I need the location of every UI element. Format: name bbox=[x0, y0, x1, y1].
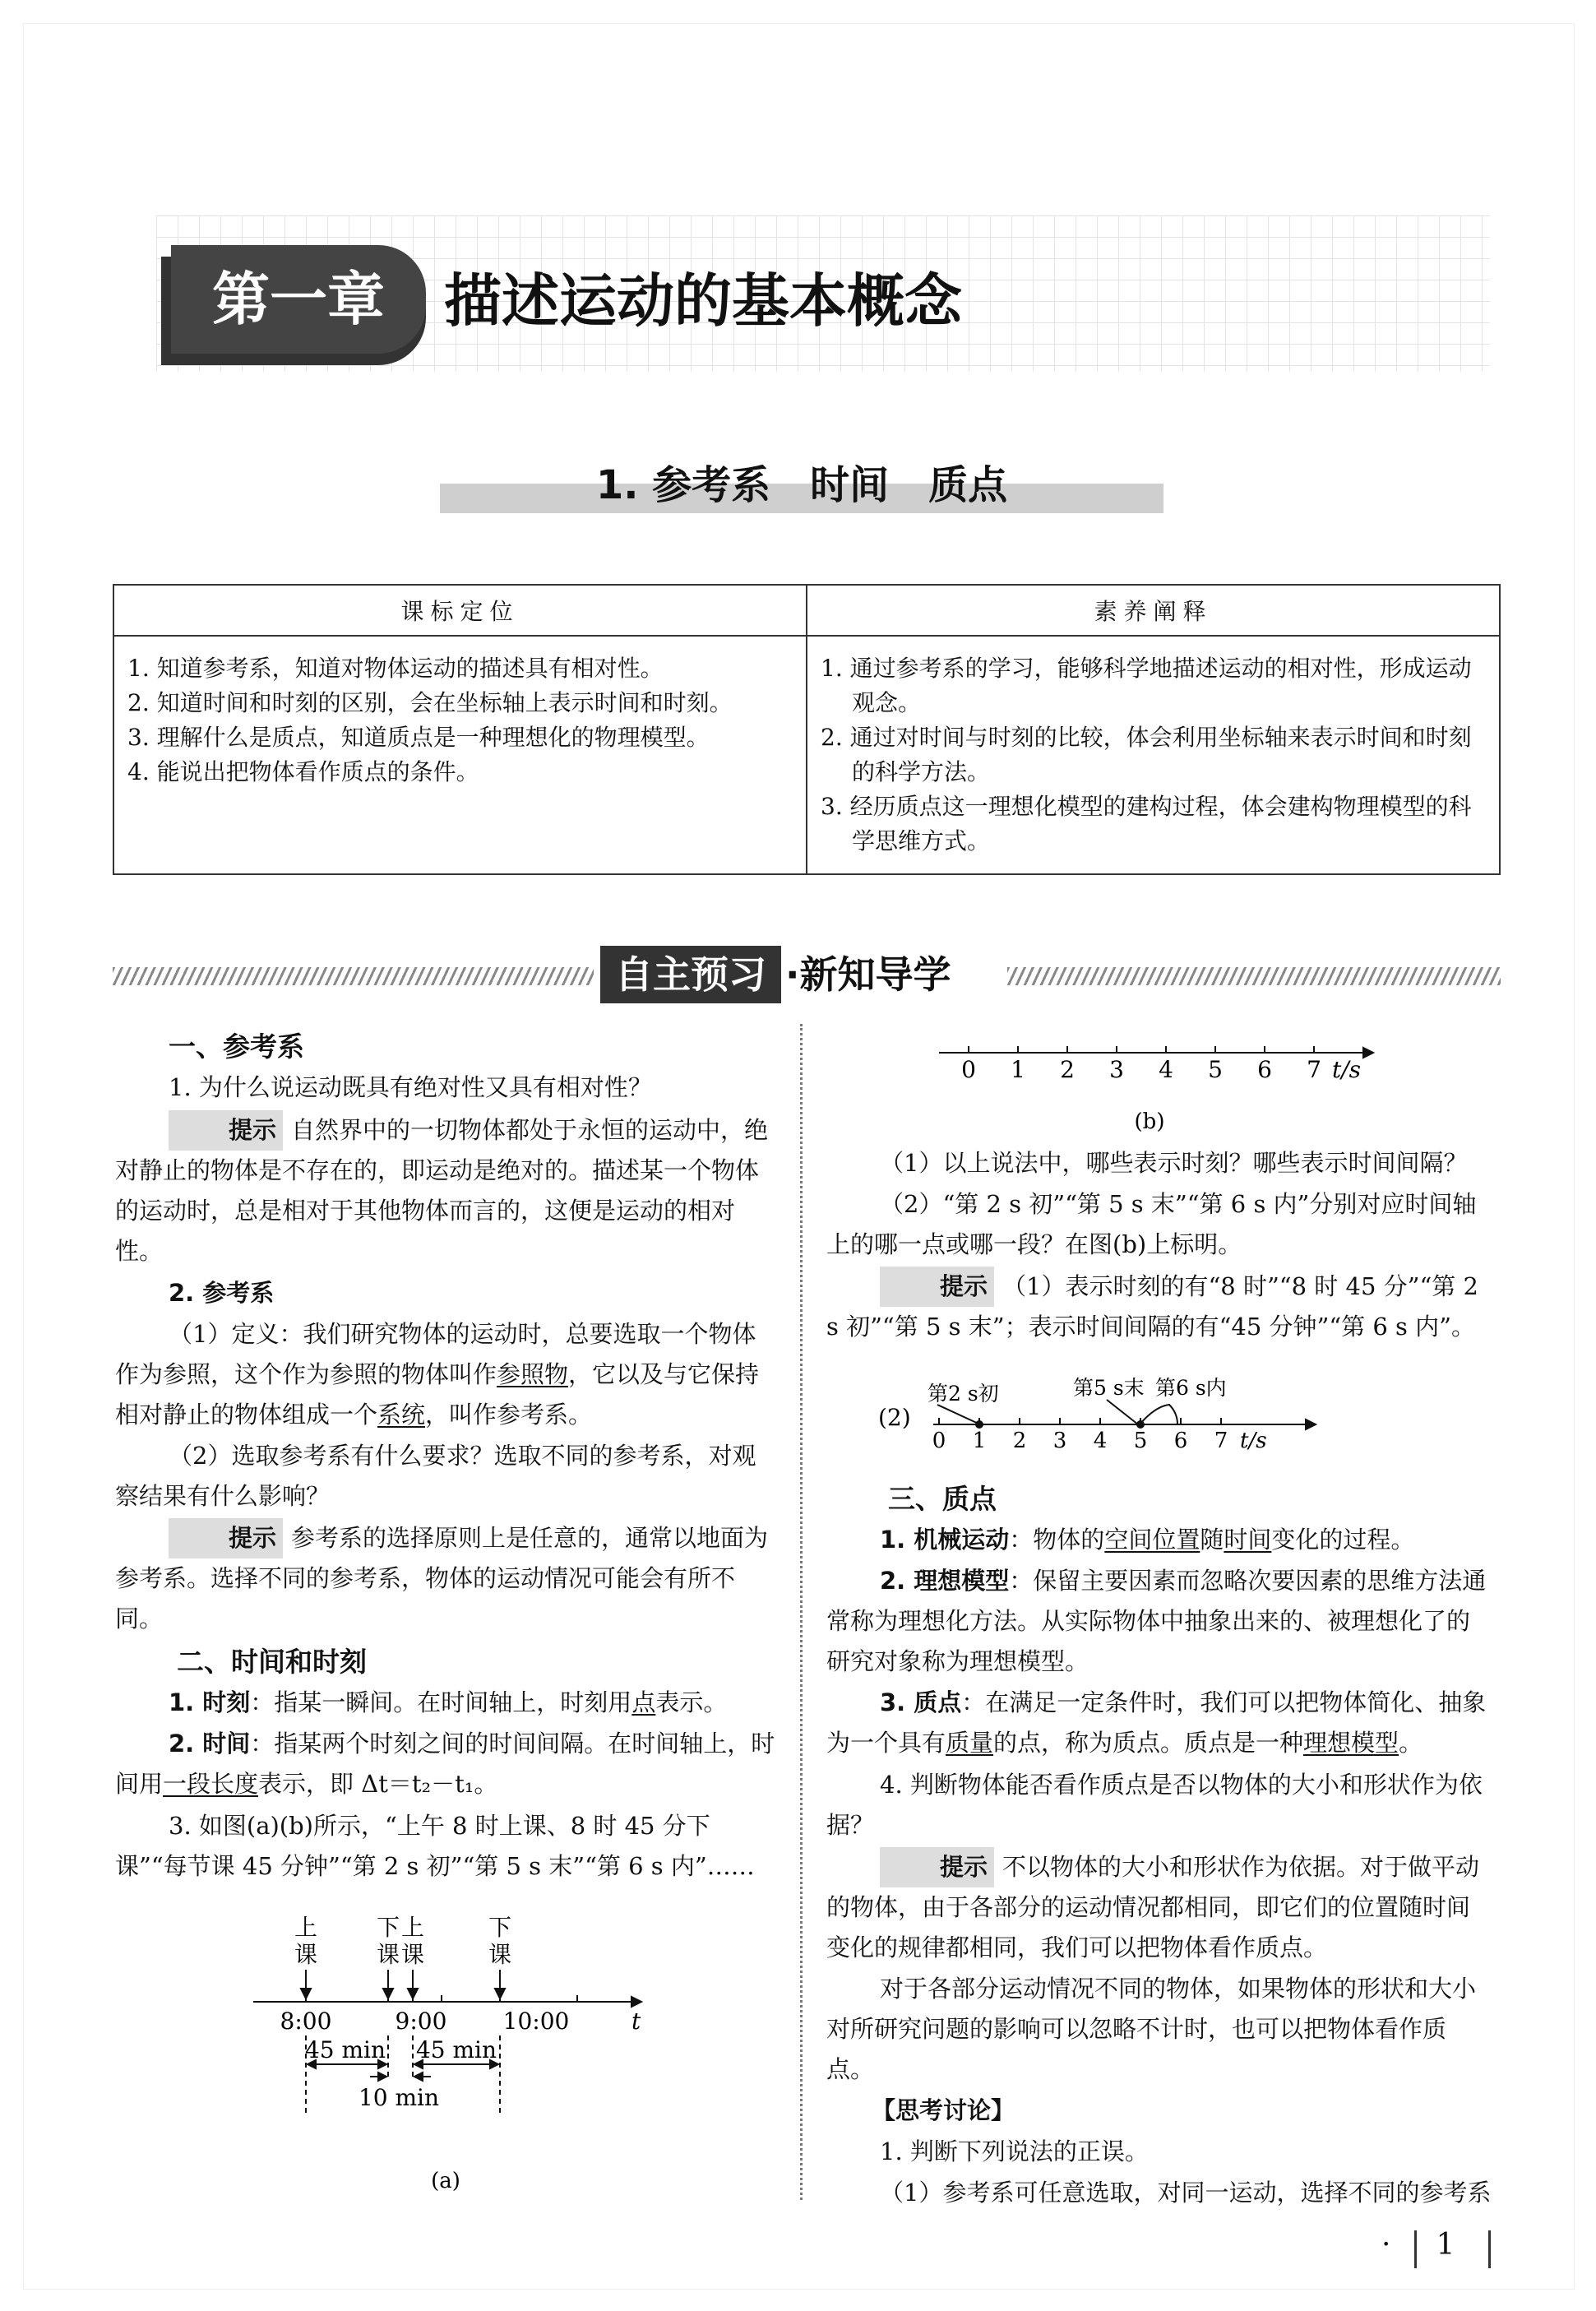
table-header-left: 课标定位 bbox=[113, 585, 807, 636]
definition-underline-1: 参照物 bbox=[497, 1360, 569, 1388]
fig-hint-tick: 4 bbox=[1093, 1429, 1108, 1453]
mechanical-motion-label: 1. 机械运动 bbox=[880, 1526, 1010, 1554]
fig-hint-tick: 3 bbox=[1052, 1429, 1067, 1453]
fig-hint-label-2: 第5 s末 bbox=[1073, 1376, 1145, 1400]
interval-text-a: ：指某两个时刻之间的时间间隔。在时间轴上，时间用 bbox=[115, 1730, 775, 1798]
fig-a-tick: 10:00 bbox=[502, 2008, 570, 2035]
ideal-model-text: ：保留主要因素而忽略次要因素的思维方法通常称为理想化方法。从实际物体中抽象出来的、被理想化了的研究对象称为理想模型。 bbox=[826, 1567, 1487, 1675]
interval-text-b: 表示，即 Δt＝t₂－t₁。 bbox=[258, 1770, 498, 1798]
fig-a-label: 课 bbox=[488, 1941, 512, 1968]
mechanical-motion-text-a: ：物体的 bbox=[1009, 1526, 1105, 1554]
fig-a-caption: (a) bbox=[431, 2169, 460, 2193]
fig-hint-tick: 7 bbox=[1214, 1429, 1228, 1453]
banner-right-text: ·新知导学 bbox=[785, 952, 951, 997]
table-cell-right bbox=[807, 636, 1500, 874]
moment-paragraph bbox=[169, 1683, 727, 1723]
fig-b-tick: 5 bbox=[1208, 1056, 1223, 1083]
discussion-item-2: （1）参考系可任意选取，对同一运动，选择不同的参考系 bbox=[880, 2179, 1492, 2207]
fig-a-tick: 9:00 bbox=[395, 2008, 447, 2035]
fig-hint-tick: 6 bbox=[1173, 1429, 1188, 1453]
fig-b-caption: (b) bbox=[1134, 1109, 1165, 1134]
discussion-heading: 【思考讨论】 bbox=[872, 2096, 1015, 2124]
figure-b bbox=[929, 1038, 1390, 1145]
fig-hint-tick: 5 bbox=[1133, 1429, 1148, 1453]
heading-particle: 三、质点 bbox=[888, 1483, 997, 1515]
fig-hint-label-1: 第2 s初 bbox=[928, 1382, 999, 1406]
fig-hint-prefix: (2) bbox=[878, 1404, 911, 1431]
hint-1-paragraph bbox=[115, 1110, 777, 1271]
hint-4: 不以物体的大小和形状作为依据。对于做平动的物体，由于各部分的运动情况都相同，即它们的位置随时间变化的规律都相同，我们可以把物体看作质点。 bbox=[826, 1853, 1480, 1961]
definition-text-a: （1）定义：我们研究物体的运动时，总要选取一个物体作为参照，这个作为参照的物体叫作 bbox=[115, 1320, 756, 1388]
page-number: 1 bbox=[1436, 2228, 1455, 2262]
mechanical-motion-underline-1: 空间位置 bbox=[1104, 1526, 1200, 1554]
question-3-1: （1）以上说法中，哪些表示时刻？哪些表示时间间隔？ bbox=[880, 1149, 1468, 1177]
table-item: 4. 能说出把物体看作质点的条件。 bbox=[127, 758, 479, 785]
chapter-title: 描述运动的基本概念 bbox=[444, 267, 962, 335]
standards-table bbox=[113, 584, 1501, 875]
hint-2-paragraph bbox=[115, 1518, 777, 1639]
fig-a-axis-label: t bbox=[631, 2008, 641, 2035]
fig-hint-tick: 0 bbox=[932, 1429, 946, 1453]
hint-label: 提示 bbox=[880, 1847, 994, 1887]
figure-hint bbox=[872, 1372, 1332, 1462]
fig-a-label: 课 bbox=[376, 1941, 400, 1968]
fig-b-tick: 2 bbox=[1060, 1056, 1075, 1083]
fig-b-tick: 4 bbox=[1159, 1056, 1173, 1083]
definition-underline-2: 系统 bbox=[377, 1401, 426, 1429]
fig-hint-label-3: 第6 s内 bbox=[1155, 1376, 1227, 1400]
definition-text-c: ，叫作参考系。 bbox=[425, 1401, 593, 1429]
interval-paragraph bbox=[115, 1724, 777, 1804]
fig-a-duration-1: 45 min bbox=[304, 2036, 386, 2063]
fig-b-axis-label: t/s bbox=[1332, 1056, 1362, 1083]
particle-text-b: 的点，称为质点。质点是一种 bbox=[993, 1729, 1304, 1757]
question-1: 1. 为什么说运动既具有绝对性又具有相对性？ bbox=[169, 1073, 652, 1101]
discussion-item-1: 1. 判断下列说法的正误。 bbox=[880, 2137, 1149, 2165]
fig-hint-tick: 2 bbox=[1012, 1429, 1027, 1453]
banner-hatch-right bbox=[1007, 967, 1501, 985]
fig-b-tick: 0 bbox=[961, 1056, 976, 1083]
fig-a-tick: 8:00 bbox=[280, 2008, 332, 2035]
banner-hatch-left bbox=[113, 967, 594, 985]
table-item: 3. 理解什么是质点，知道质点是一种理想化的物理模型。 bbox=[127, 724, 710, 751]
banner-left-box: 自主预习 bbox=[600, 946, 781, 1003]
table-item: 2. 通过对时间与时刻的比较，体会利用坐标轴来表示时间和时刻的科学方法。 bbox=[821, 724, 1472, 785]
table-item: 3. 经历质点这一理想化模型的建构过程，体会建构物理模型的科学思维方式。 bbox=[821, 793, 1472, 854]
question-3-2: （2）“第 2 s 初”“第 5 s 末”“第 6 s 内”分别对应时间轴上的哪一点或哪一段？在图(b)上标明。 bbox=[826, 1190, 1477, 1258]
hint-2: 参考系的选择原则上是任意的，通常以地面为参考系。选择不同的参考系，物体的运动情况可能会有所不同。 bbox=[115, 1524, 769, 1633]
table-cell-left bbox=[113, 636, 807, 874]
mechanical-motion-text-b: 随 bbox=[1200, 1526, 1224, 1554]
mechanical-motion-paragraph bbox=[880, 1520, 1414, 1560]
interval-label: 2. 时间 bbox=[169, 1730, 251, 1758]
hint-3-paragraph bbox=[826, 1267, 1492, 1347]
fig-a-duration-3: 10 min bbox=[358, 2084, 440, 2111]
hint-1: 自然界中的一切物体都处于永恒的运动中，绝对静止的物体是不存在的，即运动是绝对的。描述某一个物体的运动时，总是相对于其他物体而言的，这便是运动的相对性。 bbox=[115, 1116, 769, 1265]
definition-paragraph bbox=[115, 1314, 777, 1435]
moment-label: 1. 时刻 bbox=[169, 1688, 251, 1716]
particle-underline-2: 理想模型 bbox=[1303, 1729, 1399, 1757]
fig-hint-axis-label: t/s bbox=[1240, 1429, 1267, 1453]
particle-paragraph bbox=[826, 1683, 1492, 1763]
table-item: 2. 知道时间和时刻的区别，会在坐标轴上表示时间和时刻。 bbox=[127, 689, 733, 716]
subheading-reference-frame: 2. 参考系 bbox=[169, 1279, 275, 1307]
fig-b-tick: 1 bbox=[1011, 1056, 1025, 1083]
moment-text-a: ：指某一瞬间。在时间轴上，时刻用 bbox=[250, 1688, 632, 1716]
mechanical-motion-underline-2: 时间 bbox=[1224, 1526, 1272, 1554]
ideal-model-paragraph bbox=[826, 1561, 1492, 1682]
hint-label: 提示 bbox=[880, 1267, 994, 1307]
heading-reference-frame: 一、参考系 bbox=[169, 1030, 304, 1063]
column-divider bbox=[800, 1024, 803, 2200]
particle-text-c: 。 bbox=[1399, 1729, 1423, 1757]
fig-a-label: 上 bbox=[400, 1914, 425, 1941]
ideal-model-label: 2. 理想模型 bbox=[880, 1567, 1010, 1595]
table-header-right: 素养阐释 bbox=[807, 585, 1500, 636]
fig-b-tick: 7 bbox=[1307, 1056, 1321, 1083]
fig-b-tick: 6 bbox=[1257, 1056, 1272, 1083]
interval-underline: 一段长度 bbox=[163, 1770, 259, 1798]
fig-hint-tick: 1 bbox=[972, 1429, 987, 1453]
page-number-bar-right bbox=[1488, 2230, 1491, 2268]
figure-intro-paragraph: 3. 如图(a)(b)所示，“上午 8 时上课、8 时 45 分下课”“每节课 45 分钟”“第 2 s 初”“第 5 s 末”“第 6 s 内”…… bbox=[115, 1812, 755, 1880]
moment-underline: 点 bbox=[631, 1688, 656, 1716]
fig-a-label: 课 bbox=[294, 1941, 318, 1968]
chapter-label: 第一章 bbox=[171, 245, 426, 354]
hint-label: 提示 bbox=[169, 1110, 283, 1151]
hint-4-paragraph bbox=[826, 1847, 1492, 1968]
fig-a-label: 课 bbox=[400, 1941, 425, 1968]
fig-a-duration-2: 45 min bbox=[415, 2036, 497, 2063]
heading-time: 二、时间和时刻 bbox=[177, 1646, 367, 1678]
table-item: 1. 通过参考系的学习，能够科学地描述运动的相对性，形成运动观念。 bbox=[821, 655, 1472, 716]
definition-text-b: ，它以及与它保持相对静止的物体组成一个 bbox=[115, 1360, 760, 1429]
figure-a bbox=[238, 1908, 666, 2204]
particle-underline-1: 质量 bbox=[946, 1729, 994, 1757]
hint-label: 提示 bbox=[169, 1518, 283, 1558]
question-2: （2）选取参考系有什么要求？选取不同的参考系，对观察结果有什么影响？ bbox=[115, 1442, 756, 1510]
section-title: 1. 参考系 时间 质点 bbox=[595, 462, 1008, 508]
particle-label: 3. 质点 bbox=[880, 1688, 962, 1716]
fig-a-label: 下 bbox=[488, 1914, 512, 1941]
page-number-bar-left bbox=[1414, 2230, 1417, 2268]
fig-a-label: 上 bbox=[294, 1914, 318, 1941]
page-number-dot: · bbox=[1381, 2228, 1391, 2262]
fig-a-label: 下 bbox=[376, 1914, 400, 1941]
particle-text-a: ：在满足一定条件时，我们可以把物体简化、抽象为一个具有 bbox=[826, 1688, 1487, 1757]
question-4: 4. 判断物体能否看作质点是否以物体的大小和形状作为依据？ bbox=[826, 1771, 1483, 1839]
mechanical-motion-text-c: 变化的过程。 bbox=[1271, 1526, 1415, 1554]
fig-b-tick: 3 bbox=[1109, 1056, 1124, 1083]
table-item: 1. 知道参考系，知道对物体运动的描述具有相对性。 bbox=[127, 655, 664, 682]
hint-3: （1）表示时刻的有“8 时”“8 时 45 分”“第 2 s 初”“第 5 s 末”；表示时间间隔的有“45 分钟”“第 6 s 内”。 bbox=[826, 1272, 1478, 1341]
moment-text-b: 表示。 bbox=[655, 1688, 728, 1716]
hint-4b: 对于各部分运动情况不同的物体，如果物体的形状和大小对所研究问题的影响可以忽略不计时，也可以把物体看作质点。 bbox=[826, 1975, 1477, 2083]
